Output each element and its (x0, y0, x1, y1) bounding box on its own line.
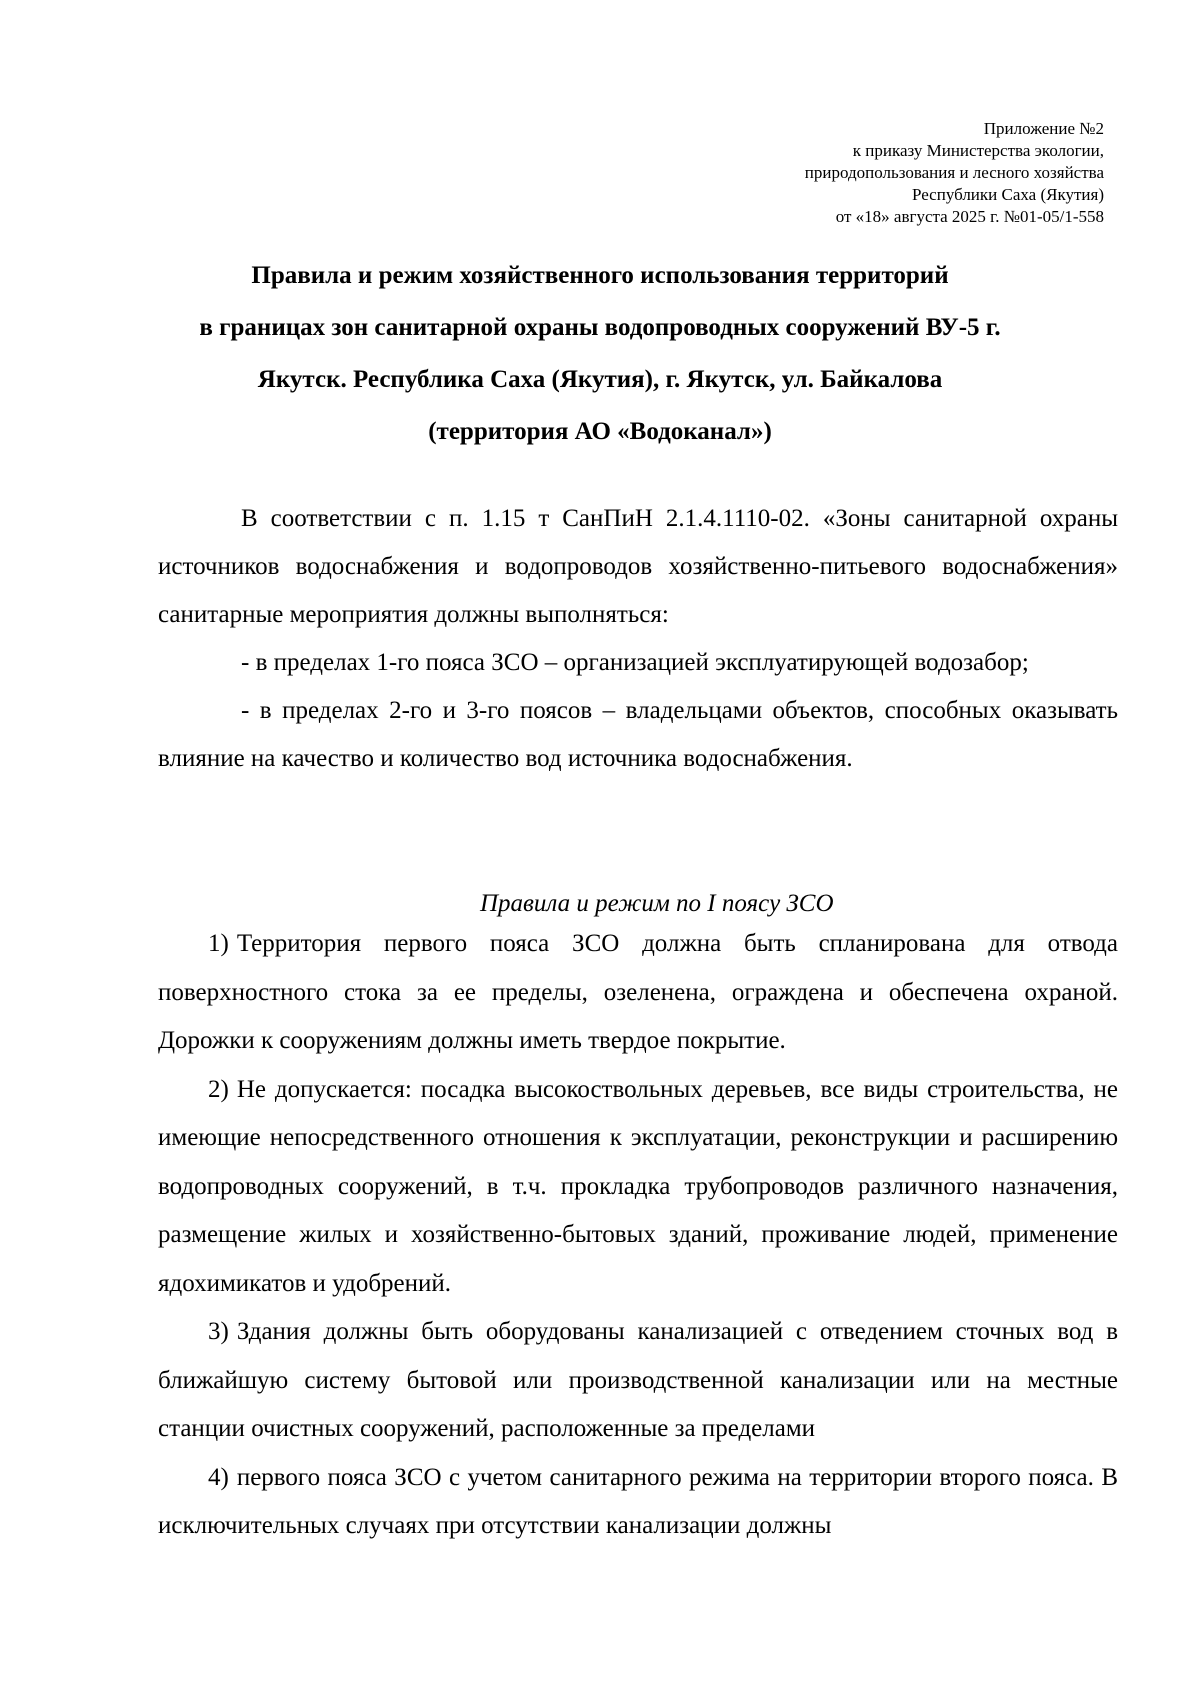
appendix-line-2: к приказу Министерства экологии, (852, 141, 1104, 160)
rule-text: Территория первого пояса ЗСО должна быть спланирована для отвода поверхностного стока за ее пределы, озеленена, ограждена и обеспечена охраной. Дорожки к сооружениям должны иметь твердое покрытие. (158, 930, 1118, 1054)
title-line-1: Правила и режим хозяйственного использования территорий (251, 262, 949, 289)
intro-paragraph-3: - в пределах 2-го и 3-го поясов – владельцами объектов, способных оказывать влияние на качество и количество вод источника водоснабжения. (158, 697, 1118, 772)
rule-number: 1) (208, 930, 229, 957)
intro-section (158, 495, 1118, 783)
appendix-header (805, 118, 1104, 228)
title-line-2: в границах зон санитарной охраны водопроводных сооружений ВУ-5 г. (199, 314, 1001, 341)
title-line-3: Якутск. Республика Саха (Якутия), г. Якутск, ул. Байкалова (257, 366, 943, 393)
section-title: Правила и режим по I поясу ЗСО (480, 890, 834, 917)
rule-item-4 (158, 1454, 1118, 1551)
rule-text: первого пояса ЗСО с учетом санитарного режима на территории второго пояса. В исключительных случаях при отсутствии канализации должны (158, 1463, 1118, 1539)
rule-text: Здания должны быть оборудованы канализацией с отведением сточных вод в ближайшую систему бытовой или производственной канализации или на местные станции очистных сооружений, расположенные за пределами (158, 1318, 1118, 1442)
appendix-line-5: от «18» августа 2025 г. №01-05/1-558 (835, 207, 1104, 226)
rule-number: 4) (208, 1463, 229, 1491)
rule-item-1 (158, 920, 1118, 1066)
appendix-line-1: Приложение №2 (983, 119, 1104, 138)
rules-list (158, 920, 1118, 1551)
intro-paragraph-2: - в пределах 1-го пояса ЗСО – организацией эксплуатирующей водозабор; (241, 649, 1029, 676)
rule-number: 3) (208, 1318, 229, 1345)
rule-item-3 (158, 1308, 1118, 1454)
title-line-4: (территория АО «Водоканал») (428, 418, 772, 445)
rule-text: Не допускается: посадка высокоствольных деревьев, все виды строительства, не имеющие непосредственного отношения к эксплуатации, реконструкции и расширению водопроводных сооружений, в т.ч. прокладка трубопроводов различного назначения, размещение жилых и хозяйственно-бытовых зданий, проживание людей, применение ядохимикатов и удобрений. (158, 1075, 1118, 1297)
document-title (150, 250, 1050, 458)
intro-paragraph-1: В соответствии с п. 1.15 т СанПиН 2.1.4.1110-02. «Зоны санитарной охраны источников водоснабжения и водопроводов хозяйственно-питьевого водоснабжения» санитарные мероприятия должны выполняться: (158, 505, 1118, 628)
appendix-line-3: природопользования и лесного хозяйства (804, 163, 1104, 182)
rule-item-2 (158, 1066, 1118, 1309)
appendix-line-4: Республики Саха (Якутия) (911, 185, 1104, 204)
rule-number: 2) (208, 1075, 229, 1103)
